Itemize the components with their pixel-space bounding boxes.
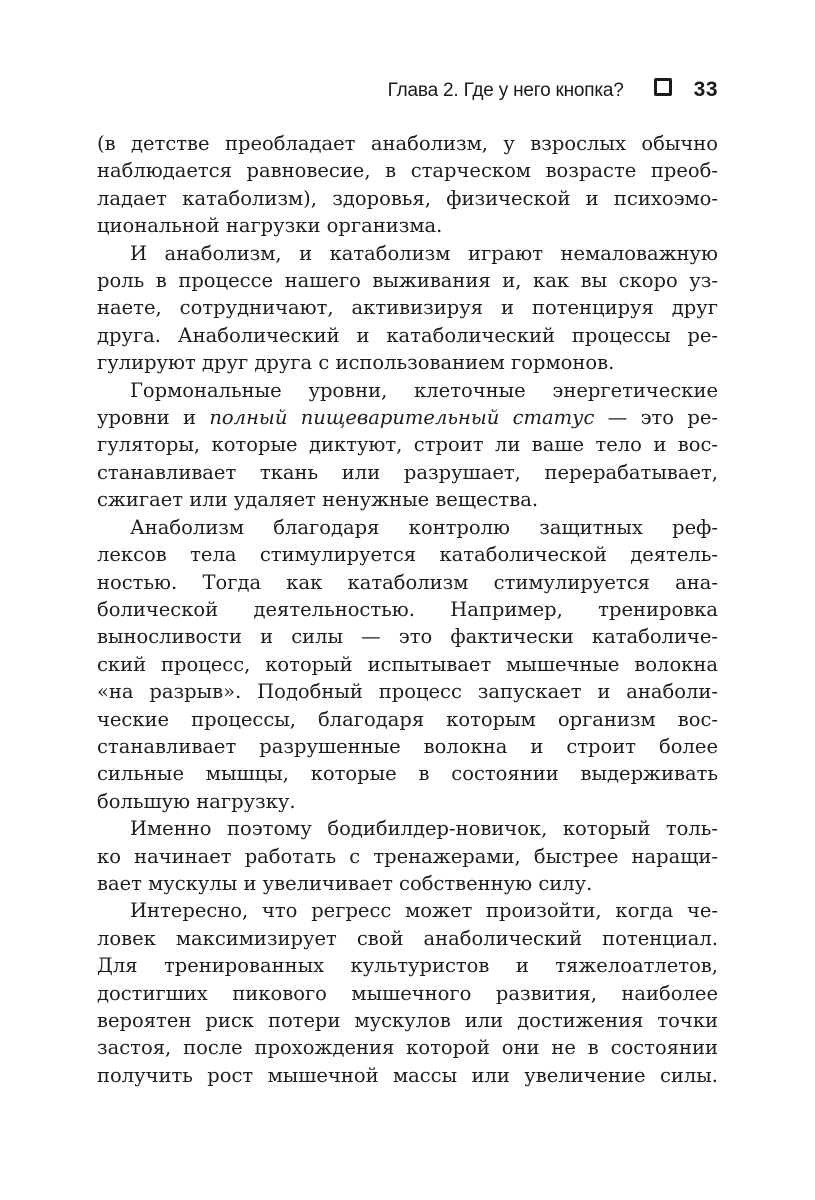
page-number: 33 (693, 78, 718, 101)
text-segment: Гормональные уровни, клеточные энергетические (130, 378, 718, 402)
page-body (97, 130, 718, 1089)
text-segment: наете, сотрудничают, активизируя и потенцируя друг (97, 296, 718, 320)
paragraph (97, 897, 718, 1089)
text-segment: станавливает разрушенные волокна и строит более (97, 734, 718, 758)
text-segment: роль в процессе нашего выживания и, как вы скоро уз- (97, 269, 718, 293)
text-segment: И анаболизм, и катаболизм играют немаловажную (130, 241, 718, 265)
paragraph (97, 377, 718, 514)
text-segment: циональной нагрузки организма. (97, 214, 443, 238)
text-segment: Именно поэтому бодибилдер-новичок, который толь- (130, 817, 718, 841)
text-segment: Для тренированных культуристов и тяжелоатлетов, (97, 954, 718, 978)
text-line (97, 404, 718, 431)
text-line (97, 706, 718, 733)
text-segment: гуляторы, которые диктуют, строит ли ваше тело и вос- (97, 433, 718, 457)
text-segment: сжигает или удаляет ненужные вещества. (97, 488, 539, 512)
text-segment: получить рост мышечной массы или увеличение силы. (97, 1063, 718, 1087)
text-segment: застоя, после прохождения которой они не в состоянии (97, 1036, 718, 1060)
text-segment: вероятен риск потери мускулов или достижения точки (97, 1009, 718, 1032)
text-segment: ловек максимизирует свой анаболический потенциал. (97, 926, 718, 950)
text-line (97, 1062, 718, 1089)
text-line (97, 870, 718, 897)
italic-text: полный пищеварительный статус (209, 406, 595, 430)
text-line (97, 130, 718, 157)
text-segment: лексов тела стимулируется катаболической деятель- (97, 543, 718, 567)
running-title: Глава 2. Где у него кнопка? (387, 80, 624, 101)
text-line (97, 843, 718, 870)
text-segment: наблюдается равновесие, в старческом возрасте преоб- (97, 159, 718, 183)
text-line (97, 569, 718, 596)
text-line (97, 349, 718, 376)
text-line (97, 815, 718, 842)
text-segment: ческие процессы, благодаря которым организм вос- (97, 707, 718, 731)
text-line (97, 541, 718, 568)
text-segment: друга. Анаболический и катаболический процессы ре- (97, 323, 718, 347)
text-segment: ский процесс, который испытывает мышечные волокна (97, 652, 718, 676)
text-segment: Интересно, что регресс может произойти, когда че- (130, 899, 718, 923)
paragraph (97, 130, 718, 240)
text-line (97, 952, 718, 979)
paragraph (97, 514, 718, 815)
text-line (97, 678, 718, 705)
text-line (97, 377, 718, 404)
text-segment: ностью. Тогда как катаболизм стимулируется ана- (97, 570, 718, 594)
text-segment: уровни и (97, 406, 210, 430)
text-line (97, 651, 718, 678)
text-line (97, 431, 718, 458)
text-segment: — это ре- (594, 406, 719, 430)
text-line (97, 486, 718, 513)
text-line (97, 760, 718, 787)
text-segment: большую нагрузку. (97, 789, 296, 813)
text-segment: достигших пикового мышечного развития, наиболее (97, 981, 718, 1005)
text-line (97, 897, 718, 924)
text-segment: «на разрыв». Подобный процесс запускает и анаболи- (97, 680, 718, 704)
text-line (97, 623, 718, 650)
page-header (97, 78, 718, 102)
text-line (97, 157, 718, 184)
paragraph (97, 815, 718, 897)
text-line (97, 185, 718, 212)
text-segment: вает мускулы и увеличивает собственную силу. (97, 871, 593, 895)
paragraph (97, 240, 718, 377)
text-segment: ко начинает работать с тренажерами, быстрее наращи- (97, 844, 718, 868)
text-line (97, 1007, 718, 1034)
text-segment: (в детстве преобладает анаболизм, у взрослых обычно (97, 132, 718, 155)
text-line (97, 294, 718, 321)
text-segment: выносливости и силы — это фактически катаболиче- (97, 625, 718, 649)
text-line (97, 1034, 718, 1061)
text-segment: Анаболизм благодаря контролю защитных реф- (130, 515, 718, 539)
text-segment: сильные мышцы, которые в состоянии выдерживать (97, 762, 718, 786)
text-line (97, 240, 718, 267)
text-line (97, 925, 718, 952)
text-line (97, 212, 718, 239)
text-line (97, 322, 718, 349)
text-line (97, 267, 718, 294)
text-line (97, 980, 718, 1007)
text-line (97, 514, 718, 541)
text-segment: станавливает ткань или разрушает, перерабатывает, (97, 460, 718, 484)
square-marker-icon (654, 78, 672, 96)
text-segment: болической деятельностью. Например, тренировка (97, 597, 718, 621)
text-line (97, 788, 718, 815)
text-line (97, 596, 718, 623)
text-line (97, 459, 718, 486)
text-segment: ладает катаболизм), здоровья, физической и психоэмо- (97, 186, 718, 210)
text-line (97, 733, 718, 760)
text-segment: гулируют друг друга с использованием гормонов. (97, 351, 615, 375)
